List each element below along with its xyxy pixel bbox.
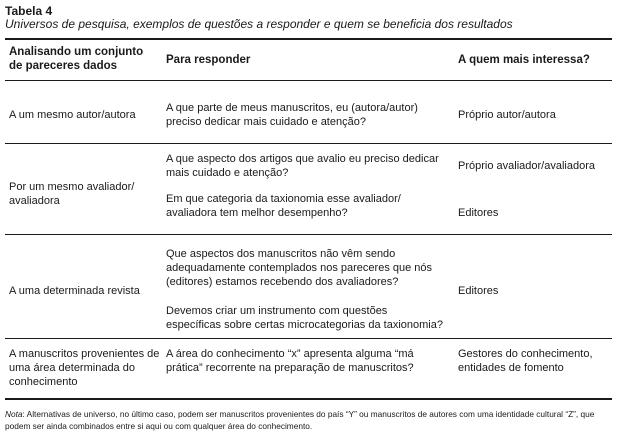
row4-question: A área do conhecimento “x” apresenta alguma “má prática” recorrente na preparação de manuscritos? <box>166 348 414 374</box>
row3-question-1: Que aspectos dos manuscritos não vêm sendo adequadamente contemplados nos pareceres que nós (editores) estamos recebendo dos avaliadores? <box>166 248 433 288</box>
row1-question: A que parte de meus manuscritos, eu (autora/autor) preciso dedicar mais cuidado e atenção? <box>166 102 418 128</box>
row2-rule <box>5 234 612 235</box>
top-rule <box>5 38 612 40</box>
bottom-rule <box>5 398 612 400</box>
row2-beneficiary-2: Editores <box>458 207 499 219</box>
header-beneficiary: A quem mais interessa? <box>458 54 590 66</box>
row3-universe: A uma determinada revista <box>9 285 140 297</box>
row4-beneficiary: Gestores do conhecimento, entidades de fomento <box>458 348 593 374</box>
row2-universe: Por um mesmo avaliador/ avaliadora <box>9 181 135 207</box>
header-universe: Analisando um conjunto de pareceres dados <box>9 46 144 72</box>
row2-beneficiary-1: Próprio avaliador/avaliadora <box>458 160 595 172</box>
row1-universe: A um mesmo autor/autora <box>9 109 136 121</box>
row4-universe: A manuscritos provenientes de uma área determinada do conhecimento <box>9 348 160 388</box>
note-text: : Alternativas de universo, no último caso, podem ser manuscritos provenientes do país “Y” ou manuscritos de autores com uma identidade cultural “Z”, que podem ser ainda combinados entre si aqui ou com qualquer área do conhecimento. <box>5 409 595 431</box>
header-question: Para responder <box>166 54 251 66</box>
header-rule <box>5 80 612 81</box>
table-note <box>5 409 615 432</box>
row1-beneficiary: Próprio autor/autora <box>458 109 556 121</box>
row3-beneficiary: Editores <box>458 285 499 297</box>
table-caption: Universos de pesquisa, exemplos de questões a responder e quem se beneficia dos resultados <box>5 17 513 31</box>
row3-question-2: Devemos criar um instrumento com questões específicas sobre certas microcategorias da taxionomia? <box>166 305 443 331</box>
row1-rule <box>5 143 612 144</box>
row2-question-1: A que aspecto dos artigos que avalio eu preciso dedicar mais cuidado e atenção? <box>166 153 439 179</box>
row2-question-2: Em que categoria da taxionomia esse avaliador/ avaliadora tem melhor desempenho? <box>166 193 401 219</box>
table-label: Tabela 4 <box>5 4 53 18</box>
note-label: Nota <box>5 409 23 419</box>
row3-rule <box>5 338 612 339</box>
